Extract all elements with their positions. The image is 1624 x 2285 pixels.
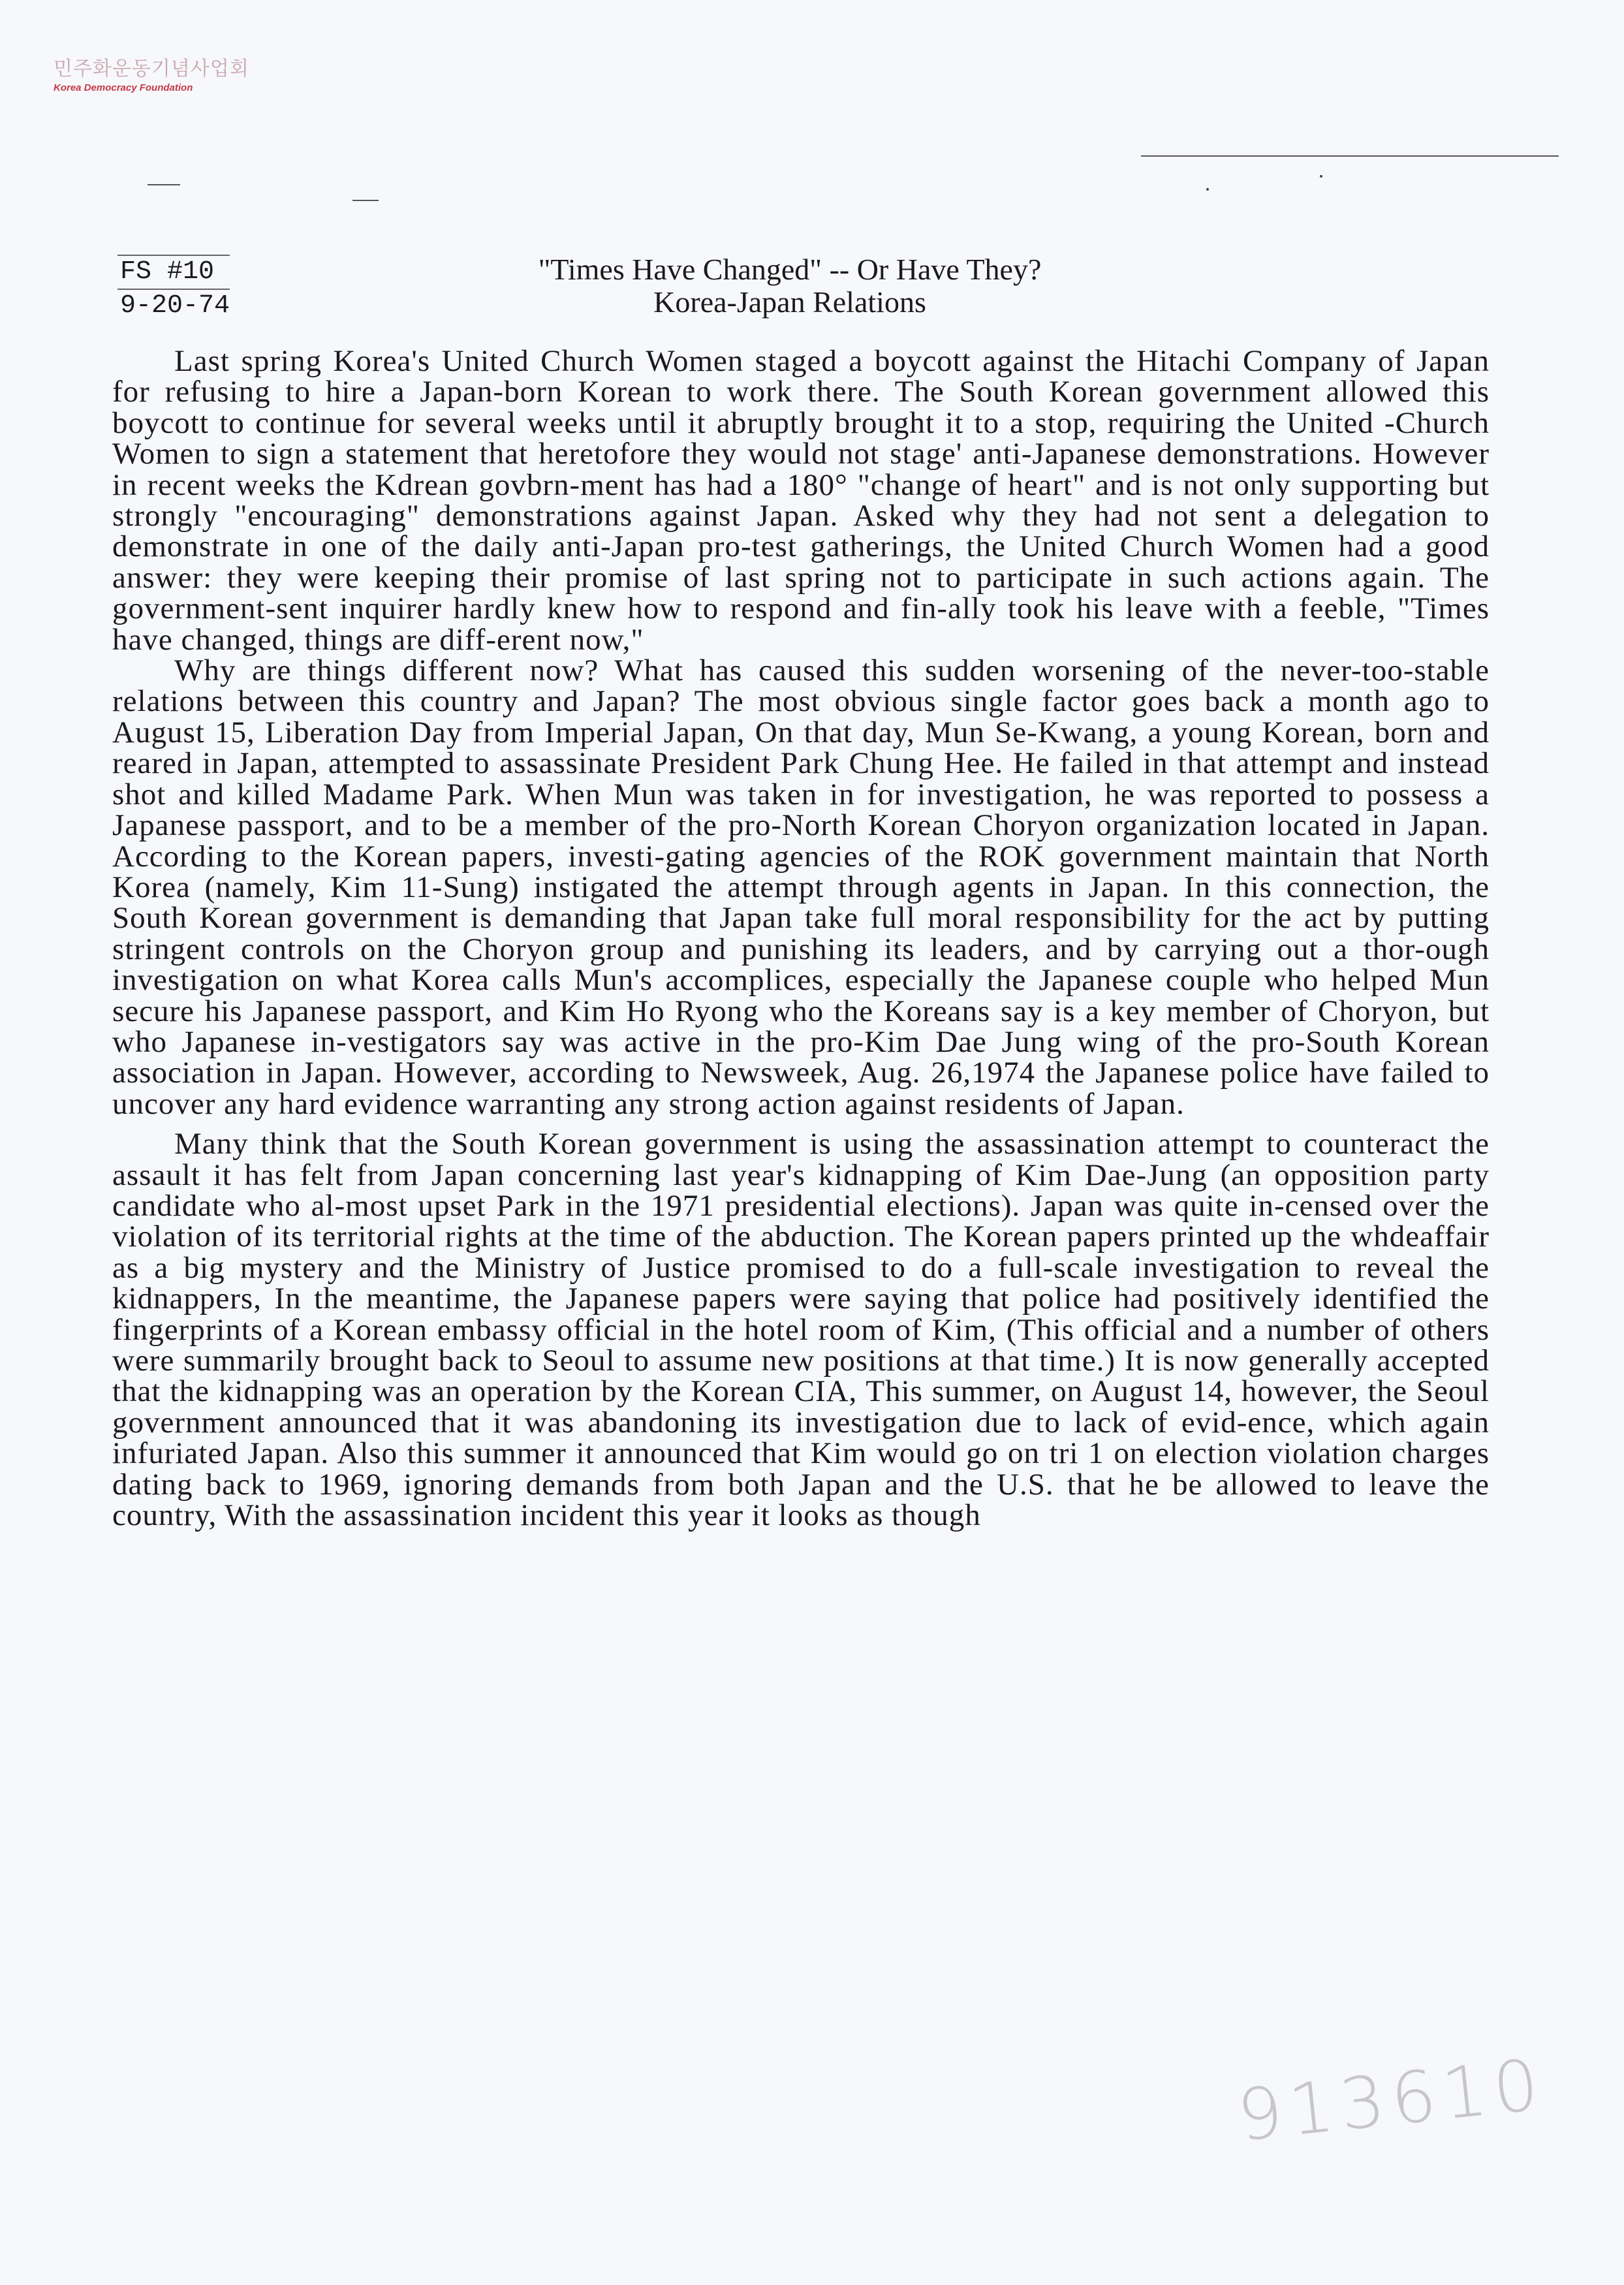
header-rule: [1141, 155, 1559, 157]
document-title: [366, 253, 1214, 319]
document-date: 9-20-74: [117, 289, 230, 323]
specks: [1206, 188, 1209, 191]
paragraph-3: Many think that the South Korean government is using the assassination attempt to counteract the assault it has felt from Japan concerning last year's kidnapping of Kim Dae-Jung (an opposition party candidate who al-most upset Park in the 1971 presidential elections). Japan was quite in-censed over the violation of its territorial rights at the time of the abduction. The Korean papers printed up the whdeaffair as a big mystery and the Ministry of Justice promised to do a full-scale investigation to reveal the kidnappers, In the meantime, the Japanese papers were saying that police had positively identified the fingerprints of a Korean embassy official in the hotel room of Kim, (This official and a number of others were summarily brought back to Seoul to assume new positions at that time.) It is now generally accepted that the kidnapping was an operation by the Korean CIA, This summer, on August 14, however, the Seoul government announced that it was abandoning its investigation due to lack of evid-ence, which again infuriated Japan. Also this summer it announced that Kim would go on tri 1 on election violation charges dating back to 1969, ignoring demands from both Japan and the U.S. that he be allowed to leave the country, With the assassination incident this year it looks as though: [112, 1127, 1490, 1533]
handwritten-archive-number: 913610: [1234, 2043, 1549, 2158]
paragraph-1: Last spring Korea's United Church Women staged a boycott against the Hitachi Company of Japan for refusing to hire a Japan-born Korean to work there. The South Korean government allowed this boycott to continue for several weeks until it abruptly brought it to a stop, requiring the United -Church Women to sign a statement that heretofore they would not stage' anti-Japanese demonstrations. However in recent weeks the Kdrean govbrn-ment has had a 180° "change of heart" and is not only supporting but strongly "encouraging" demonstrations against Japan. Asked why they had not sent a delegation to demonstrate in one of the daily anti-Japan pro-test gatherings, the United Church Women had a good answer: they were keeping their promise of last spring not to participate in such actions again. The government-sent inquirer hardly knew how to respond and fin-ally took his leave with a feeble, "Times have changed, things are diff-erent now,": [112, 344, 1490, 657]
document-id: [117, 255, 230, 323]
foundation-watermark: [54, 52, 249, 93]
specks: [1320, 175, 1322, 178]
title-line-2: Korea-Japan Relations: [653, 285, 926, 319]
title-line-1: "Times Have Changed" -- Or Have They?: [538, 253, 1042, 286]
watermark-korean: 민주화운동기념사업회: [54, 57, 249, 80]
document-number: FS #10: [117, 255, 230, 289]
watermark-english: Korea Democracy Foundation: [54, 82, 193, 93]
paragraph-2: Why are things different now? What has caused this sudden worsening of the never-too-stable relations between this country and Japan? The most obvious single factor goes back a month ago to August 15, Liberation Day from Imperial Japan, On that day, Mun Se-Kwang, a young Korean, born and reared in Japan, attempted to assassinate President Park Chung Hee. He failed in that attempt and instead shot and killed Madame Park. When Mun was taken in for investigation, he was reported to possess a Japanese passport, and to be a member of the pro-North Korean Choryon organization located in Japan. According to the Korean papers, investi-gating agencies of the ROK government maintain that North Korea (namely, Kim 11-Sung) instigated the attempt through agents in Japan. In this connection, the South Korean government is demanding that Japan take full moral responsibility for the act by putting stringent controls on the Choryon group and punishing its leaders, and by carrying out a thor-ough investigation on what Korea calls Mun's accomplices, especially the Japanese couple who helped Mun secure his Japanese passport, and Kim Ho Ryong who the Koreans say is a key member of Choryon, but who Japanese in-vestigators say was active in the pro-Kim Dae Jung wing of the pro-South Korean association in Japan. However, according to Newsweek, Aug. 26,1974 the Japanese police have failed to uncover any hard evidence warranting any strong action against residents of Japan.: [112, 654, 1490, 1121]
margin-tick: [352, 200, 379, 201]
margin-tick: [148, 184, 180, 185]
document-body: [112, 346, 1490, 1531]
